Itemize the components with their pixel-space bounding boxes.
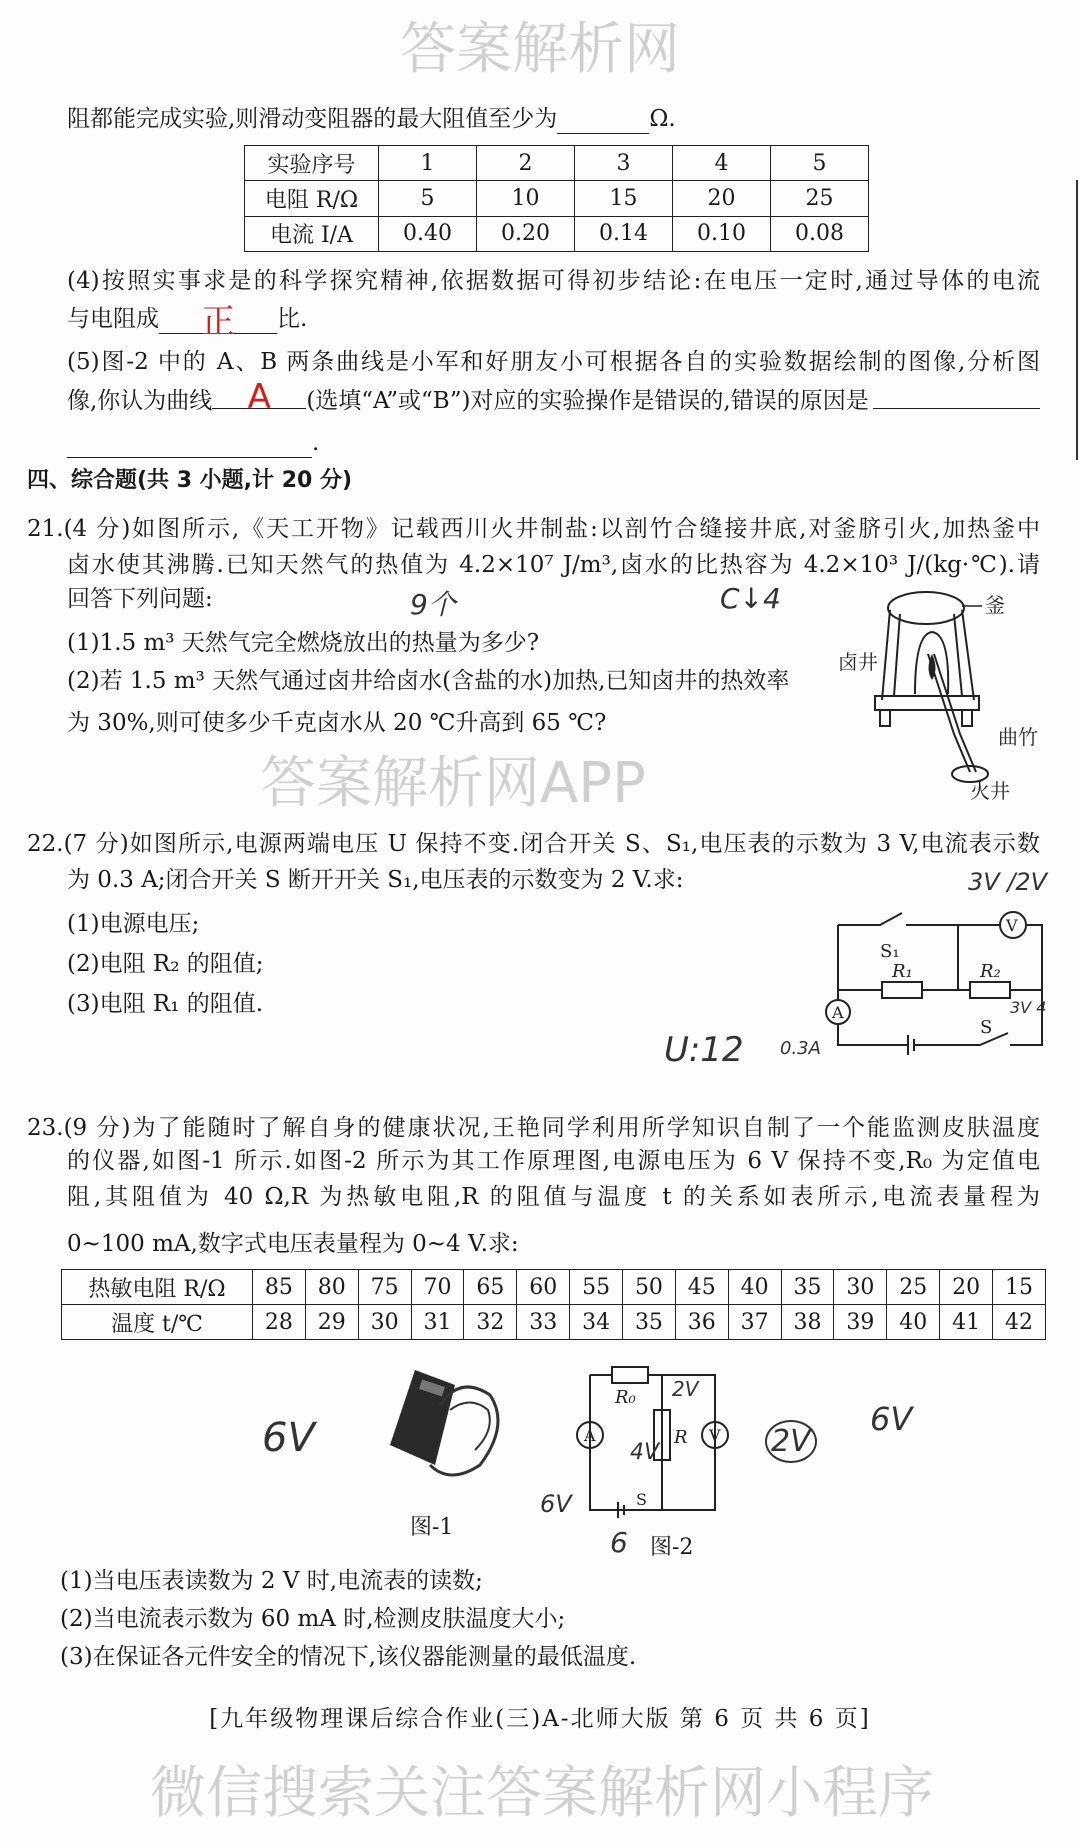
r0-label: R₀ (615, 1387, 636, 1408)
page-footer: [九年级物理课后综合作业(三)A-北师大版 第 6 页 共 6 页] (209, 1706, 871, 1732)
figure-1-caption: 图-1 (410, 1515, 454, 1540)
experiment-table (244, 145, 869, 252)
table-cell: 0.20 (477, 216, 575, 251)
q3-answer-blank[interactable] (557, 111, 649, 134)
switch-s1-label: S₁ (880, 941, 900, 962)
q4-answer-blank[interactable] (159, 302, 277, 342)
table-cell: 60 (517, 1270, 570, 1305)
q5-answer-blank[interactable] (212, 377, 306, 417)
q5-reason-blank-2[interactable] (67, 435, 312, 458)
table-cell: 15 (575, 181, 673, 216)
handwritten-note: 6V (262, 1415, 315, 1461)
q5-handwritten-answer: A (247, 377, 271, 417)
table-cell: 0.10 (673, 216, 771, 251)
circuit-diagram-q22 (830, 905, 1050, 1060)
q21-line: 21.(4 分)如图所示,《天工开物》记载西川火井制盐:以剖竹合缝接井底,对釜脐引火,加热釜中 (27, 516, 1040, 542)
table-cell: 33 (517, 1305, 570, 1340)
switch-s-label: S (636, 1490, 647, 1509)
table-header: 温度 t/℃ (62, 1305, 253, 1340)
q22-line: 为 0.3 A;闭合开关 S 断开开关 S₁,电压表的示数变为 2 V.求: (67, 867, 684, 893)
table-cell: 29 (305, 1305, 358, 1340)
table-cell: 电流 I/A (245, 216, 379, 251)
q5-period: . (312, 430, 320, 456)
page-edge (1076, 180, 1078, 460)
table-cell: 34 (570, 1305, 623, 1340)
table-cell: 41 (940, 1305, 993, 1340)
q3-unit: Ω. (649, 106, 676, 132)
q4-text: 与电阻成 (67, 306, 159, 332)
table-cell: 40 (728, 1270, 781, 1305)
table-cell: 20 (673, 181, 771, 216)
table-cell: 39 (834, 1305, 887, 1340)
table-cell: 3 (575, 146, 673, 181)
table-cell: 5 (379, 181, 477, 216)
table-cell: 35 (623, 1305, 676, 1340)
label-fire-well: 火井 (970, 779, 1010, 803)
table-cell: 0.14 (575, 216, 673, 251)
handwritten-note: 3V 4 (1010, 998, 1047, 1017)
q5-text: 像,你认为曲线 (67, 388, 213, 414)
table-row-resistance (62, 1270, 1046, 1305)
q21-sub2: (2)若 1.5 m³ 天然气通过卤井给卤水(含盐的水)加热,已知卤井的热效率 (67, 668, 790, 694)
table-cell: 70 (411, 1270, 464, 1305)
circuit-diagram-figure-2 (570, 1355, 750, 1525)
table-row-temperature (62, 1305, 1046, 1340)
watermark: 微信搜索关注答案解析网小程序 (150, 1761, 934, 1826)
handwritten-note: U:12 (664, 1030, 744, 1070)
handwritten-note: 6V (540, 1490, 572, 1518)
handwritten-note: 6 (610, 1526, 628, 1559)
voltmeter-label: V (1006, 916, 1018, 935)
q4-handwritten-answer: 正 (201, 302, 235, 342)
salt-well-figure (838, 584, 1050, 803)
q23-line: 0~100 mA,数字式电压表量程为 0~4 V.求: (67, 1231, 519, 1257)
handwritten-note: 3V /2V (968, 868, 1048, 896)
handwritten-note: 4V (630, 1440, 660, 1465)
q23-line: 阻,其阻值为 40 Ω,R 为热敏电阻,R 的阻值与温度 t 的关系如表所示,电流表量程为 (67, 1184, 1040, 1210)
q22-sub1: (1)电源电压; (67, 911, 200, 937)
watermark: 答案解析网 (400, 17, 680, 82)
table-row (245, 181, 869, 216)
q5-reason-blank[interactable] (873, 386, 1040, 409)
table-cell: 25 (887, 1270, 940, 1305)
table-cell: 37 (728, 1305, 781, 1340)
ammeter-label: A (584, 1426, 596, 1445)
table-cell: 55 (570, 1270, 623, 1305)
q23-sub1: (1)当电压表读数为 2 V 时,电流表的读数; (60, 1568, 483, 1594)
table-cell: 50 (623, 1270, 676, 1305)
q3-tail-line (67, 104, 676, 134)
table-cell: 30 (834, 1270, 887, 1305)
table-cell: 31 (411, 1305, 464, 1340)
q23-line: 的仪器,如图-1 所示.如图-2 所示为其工作原理图,电源电压为 6 V 保持不变,R₀ 为定值电 (67, 1148, 1040, 1174)
handwritten-note: 2V (672, 1377, 699, 1401)
handwritten-note: 0.3A (780, 1038, 821, 1059)
table-cell: 1 (379, 146, 477, 181)
q22-sub3: (3)电阻 R₁ 的阻值. (67, 991, 264, 1017)
section-heading: 四、综合题(共 3 小题,计 20 分) (27, 468, 353, 493)
table-cell: 0.08 (771, 216, 869, 251)
thermistor-table (61, 1269, 1046, 1340)
table-cell: 0.40 (379, 216, 477, 251)
r-label: R (674, 1427, 688, 1448)
table-cell: 5 (771, 146, 869, 181)
table-cell: 实验序号 (245, 146, 379, 181)
q4-line1: (4)按照实事求是的科学探究精神,依据数据可得初步结论:在电压一定时,通过导体的电流 (67, 268, 1040, 294)
table-cell: 4 (673, 146, 771, 181)
table-cell: 15 (993, 1270, 1046, 1305)
table-cell: 10 (477, 181, 575, 216)
watermark: 答案解析网APP (260, 751, 646, 816)
handwritten-note: 2V (765, 1420, 817, 1463)
table-cell: 42 (993, 1305, 1046, 1340)
table-header: 热敏电阻 R/Ω (62, 1270, 253, 1305)
q22-sub2: (2)电阻 R₂ 的阻值; (67, 951, 264, 977)
q21-sub1: (1)1.5 m³ 天然气完全燃烧放出的热量为多少? (67, 630, 540, 656)
handwritten-note: C↓4 (720, 582, 781, 615)
table-cell: 30 (358, 1305, 411, 1340)
handwritten-note: 6V (870, 1400, 913, 1438)
q5-line1: (5)图-2 中的 A、B 两条曲线是小军和好朋友小可根据各自的实验数据绘制的图像,分析图 (67, 349, 1040, 375)
table-cell: 75 (358, 1270, 411, 1305)
table-cell: 32 (464, 1305, 517, 1340)
r1-label: R₁ (892, 961, 913, 982)
handwritten-note: 9个 (410, 588, 456, 621)
table-cell: 80 (305, 1270, 358, 1305)
label-salt-well: 卤井 (838, 650, 878, 674)
q4-line2 (67, 302, 308, 342)
table-cell: 65 (464, 1270, 517, 1305)
table-cell: 36 (675, 1305, 728, 1340)
q21-line: 为 30%,则可使多少千克卤水从 20 ℃升高到 65 ℃? (67, 710, 607, 736)
table-cell: 电阻 R/Ω (245, 181, 379, 216)
table-cell: 20 (940, 1270, 993, 1305)
r2-label: R₂ (980, 961, 1001, 982)
q22-line: 22.(7 分)如图所示,电源两端电压 U 保持不变.闭合开关 S、S₁,电压表的示数为 3 V,电流表示数 (27, 831, 1040, 857)
table-cell: 35 (781, 1270, 834, 1305)
q5-text-mid: (选填“A”或“B”)对应的实验操作是错误的,错误的原因是 (306, 388, 869, 414)
device-photo-figure-1 (370, 1355, 510, 1490)
ammeter-label: A (832, 1003, 844, 1022)
label-pot: 釜 (985, 593, 1005, 617)
table-cell: 45 (675, 1270, 728, 1305)
table-cell: 2 (477, 146, 575, 181)
table-cell: 25 (771, 181, 869, 216)
figure-2-caption: 图-2 (650, 1535, 694, 1560)
q23-sub3: (3)在保证各元件安全的情况下,该仪器能测量的最低温度. (60, 1644, 637, 1670)
q3-tail-text: 阻都能完成实验,则滑动变阻器的最大阻值至少为 (67, 106, 558, 132)
table-cell: 28 (253, 1305, 306, 1340)
q21-line: 回答下列问题: (67, 586, 213, 612)
table-cell: 40 (887, 1305, 940, 1340)
q23-sub2: (2)当电流表示数为 60 mA 时,检测皮肤温度大小; (60, 1606, 566, 1632)
q5-line3 (67, 428, 319, 458)
voltmeter-label: V (709, 1426, 721, 1445)
q4-text-end: 比. (277, 306, 308, 332)
table-row (245, 216, 869, 251)
switch-s-label: S (980, 1017, 993, 1038)
table-row (245, 146, 869, 181)
q23-line: 23.(9 分)为了能随时了解自身的健康状况,王艳同学利用所学知识自制了一个能监测皮肤温度 (27, 1115, 1040, 1141)
q5-line2 (67, 377, 1040, 417)
table-cell: 38 (781, 1305, 834, 1340)
table-cell: 85 (253, 1270, 306, 1305)
q21-line: 卤水使其沸腾.已知天然气的热值为 4.2×10⁷ J/m³,卤水的比热容为 4.2×10³ J/(kg·℃).请 (67, 552, 1040, 578)
label-bamboo: 曲竹 (998, 725, 1038, 749)
